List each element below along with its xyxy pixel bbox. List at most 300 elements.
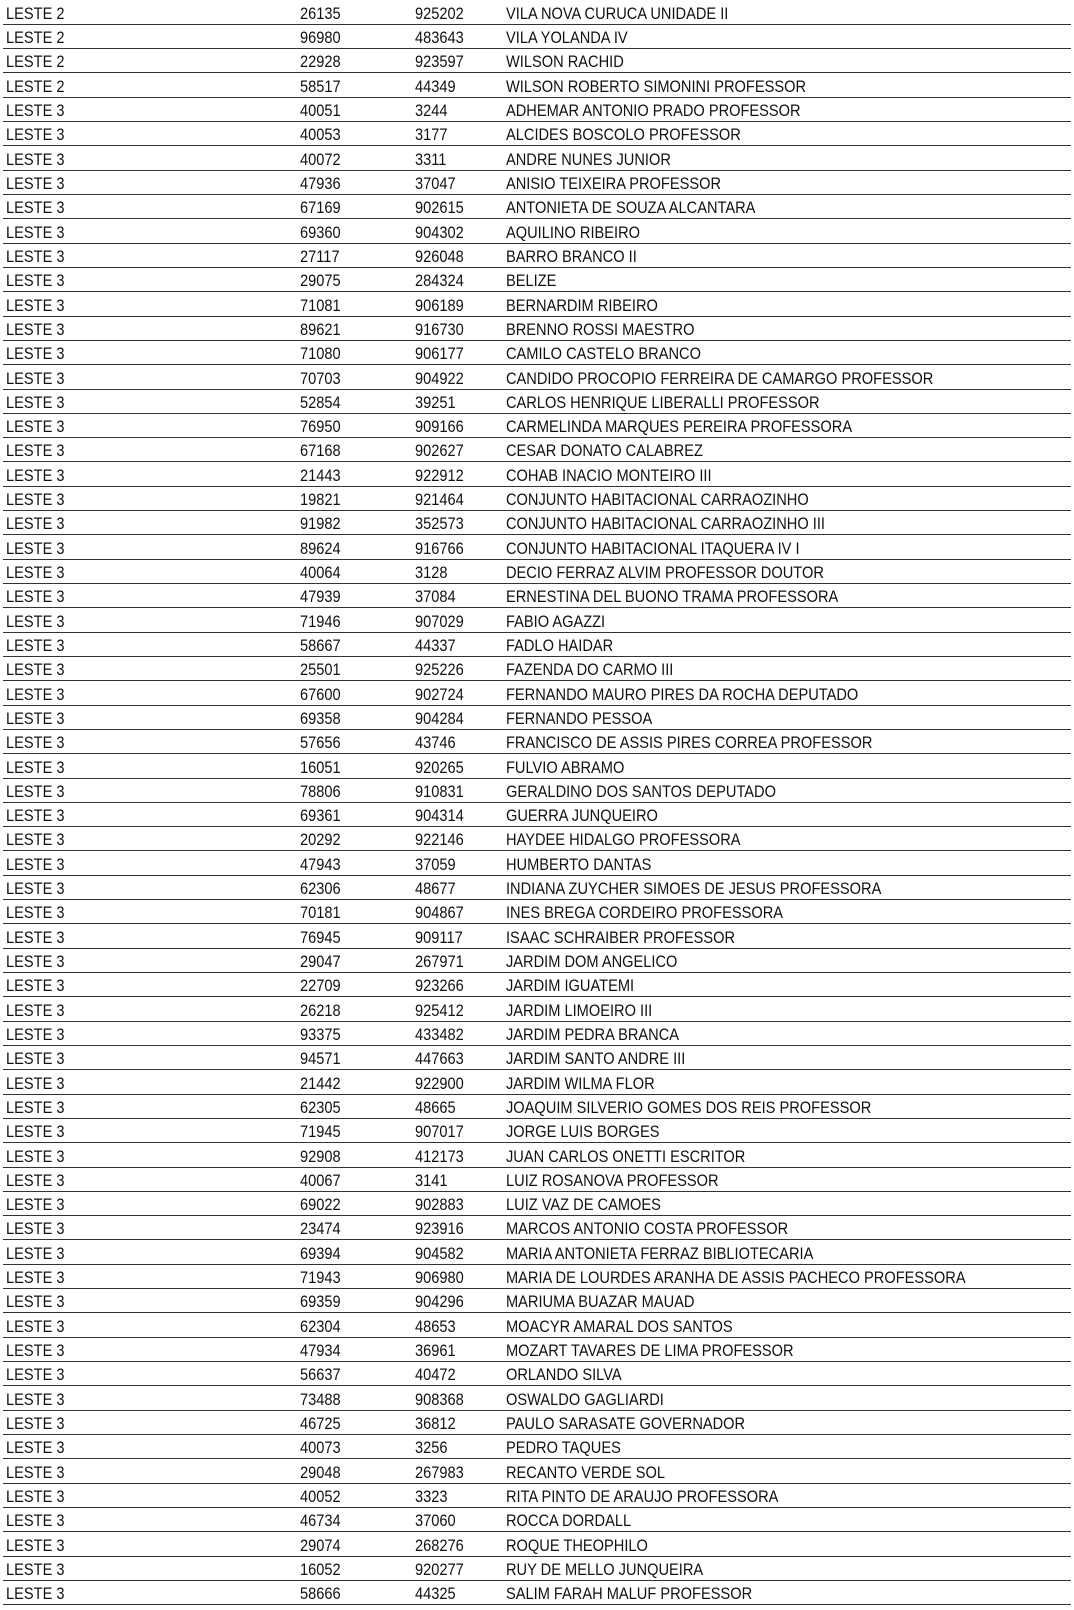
school-name-text: CANDIDO PROCOPIO FERREIRA DE CAMARGO PROFESSOR (506, 368, 934, 388)
code-text: 58517 (300, 76, 341, 96)
cie-text: 907029 (415, 611, 464, 631)
code-text: 89624 (300, 538, 341, 558)
table-row (3, 1070, 1071, 1094)
cie-text: 268276 (415, 1535, 464, 1555)
code-cell (296, 1337, 411, 1361)
region-text: LESTE 3 (6, 1024, 65, 1044)
code-cell (296, 340, 411, 364)
code-text: 71945 (300, 1122, 341, 1142)
cie-text: 3244 (415, 101, 448, 121)
code-cell (296, 73, 411, 97)
region-text: LESTE 3 (6, 1584, 65, 1604)
region-cell (3, 462, 296, 486)
region-text: LESTE 2 (6, 76, 65, 96)
table-row (3, 122, 1071, 146)
school-name-cell (503, 413, 1071, 437)
table-row (3, 1507, 1071, 1531)
region-text: LESTE 3 (6, 538, 65, 558)
cie-text: 37060 (415, 1511, 456, 1531)
code-text: 40067 (300, 1170, 341, 1190)
table-row (3, 656, 1071, 680)
school-name-cell (503, 1240, 1071, 1264)
code-text: 73488 (300, 1389, 341, 1409)
code-cell (296, 219, 411, 243)
code-text: 67168 (300, 441, 341, 461)
code-text: 40072 (300, 149, 341, 169)
table-row (3, 1434, 1071, 1458)
region-cell (3, 608, 296, 632)
school-name-text: RITA PINTO DE ARAUJO PROFESSORA (506, 1486, 779, 1506)
region-text: LESTE 3 (6, 563, 65, 582)
region-text: LESTE 3 (6, 708, 65, 728)
code-text: 58666 (300, 1584, 341, 1604)
region-text: LESTE 3 (6, 1341, 65, 1360)
region-text: LESTE 3 (6, 1219, 65, 1239)
code-text: 40064 (300, 563, 341, 582)
school-name-text: JARDIM DOM ANGELICO (506, 952, 678, 971)
cie-text: 904922 (415, 368, 464, 388)
code-text: 19821 (300, 490, 341, 510)
region-text: LESTE 3 (6, 149, 65, 169)
code-text: 40051 (300, 101, 341, 121)
cie-cell (411, 413, 503, 437)
cie-text: 916766 (415, 538, 464, 558)
code-cell (296, 1532, 411, 1556)
school-name-cell (503, 1118, 1071, 1142)
code-text: 40052 (300, 1486, 341, 1506)
code-text: 62305 (300, 1097, 341, 1117)
school-name-cell (503, 122, 1071, 146)
school-name-cell (503, 511, 1071, 535)
cie-cell (411, 97, 503, 121)
table-row (3, 292, 1071, 316)
code-text: 22928 (300, 52, 341, 72)
code-cell (296, 1459, 411, 1483)
table-row (3, 1118, 1071, 1142)
table-row (3, 438, 1071, 462)
code-cell (296, 122, 411, 146)
region-text: LESTE 2 (6, 52, 65, 72)
code-cell (296, 997, 411, 1021)
cie-cell (411, 292, 503, 316)
code-text: 67169 (300, 198, 341, 218)
school-name-text: FABIO AGAZZI (506, 611, 606, 631)
region-cell (3, 1094, 296, 1118)
table-row (3, 195, 1071, 219)
region-text: LESTE 3 (6, 757, 65, 777)
code-cell (296, 1143, 411, 1167)
code-text: 46725 (300, 1413, 341, 1433)
school-name-cell (503, 632, 1071, 656)
school-name-cell (503, 729, 1071, 753)
region-text: LESTE 3 (6, 1195, 65, 1215)
code-cell (296, 413, 411, 437)
code-cell (296, 1313, 411, 1337)
code-text: 27117 (300, 246, 340, 266)
school-name-cell (503, 1143, 1071, 1167)
region-cell (3, 656, 296, 680)
region-cell (3, 1118, 296, 1142)
school-name-cell (503, 535, 1071, 559)
region-text: LESTE 2 (6, 3, 65, 23)
cie-cell (411, 1507, 503, 1531)
school-name-cell (503, 73, 1071, 97)
table-row (3, 559, 1071, 583)
school-name-text: RECANTO VERDE SOL (506, 1462, 665, 1482)
school-name-text: ANDRE NUNES JUNIOR (506, 149, 671, 169)
school-name-cell (503, 389, 1071, 413)
school-name-cell (503, 0, 1071, 24)
region-text: LESTE 3 (6, 587, 65, 607)
table-row (3, 0, 1071, 24)
table-row (3, 73, 1071, 97)
code-cell (296, 1045, 411, 1069)
region-cell (3, 535, 296, 559)
school-name-cell (503, 802, 1071, 826)
school-name-cell (503, 146, 1071, 170)
table-row (3, 1386, 1071, 1410)
table-row (3, 1191, 1071, 1215)
table-row (3, 1240, 1071, 1264)
school-name-text: RUY DE MELLO JUNQUEIRA (506, 1559, 704, 1579)
region-text: LESTE 3 (6, 490, 65, 510)
cie-cell (411, 681, 503, 705)
cie-cell (411, 924, 503, 948)
school-name-cell (503, 1021, 1071, 1045)
code-cell (296, 1483, 411, 1507)
table-row (3, 875, 1071, 899)
school-name-text: JARDIM PEDRA BRANCA (506, 1024, 680, 1044)
region-cell (3, 1386, 296, 1410)
cie-text: 902724 (415, 684, 464, 704)
code-text: 69360 (300, 222, 341, 242)
cie-text: 267983 (415, 1462, 464, 1482)
school-name-text: ALCIDES BOSCOLO PROFESSOR (506, 125, 741, 145)
school-name-text: BELIZE (506, 271, 557, 291)
cie-cell (411, 1313, 503, 1337)
cie-text: 921464 (415, 490, 464, 510)
school-name-cell (503, 170, 1071, 194)
cie-cell (411, 754, 503, 778)
cie-text: 922146 (415, 830, 464, 850)
table-row (3, 1313, 1071, 1337)
region-cell (3, 1264, 296, 1288)
code-text: 71943 (300, 1268, 341, 1288)
table-row (3, 219, 1071, 243)
cie-cell (411, 1532, 503, 1556)
school-name-text: HAYDEE HIDALGO PROFESSORA (506, 830, 741, 850)
table-row (3, 729, 1071, 753)
code-text: 21442 (300, 1073, 341, 1093)
region-cell (3, 49, 296, 73)
code-text: 29075 (300, 271, 341, 291)
school-name-cell (503, 1507, 1071, 1531)
cie-text: 36961 (415, 1341, 456, 1360)
region-text: LESTE 3 (6, 1486, 65, 1506)
school-table (3, 0, 1071, 1605)
cie-cell (411, 389, 503, 413)
region-text: LESTE 3 (6, 635, 65, 655)
region-cell (3, 413, 296, 437)
cie-cell (411, 559, 503, 583)
region-text: LESTE 3 (6, 198, 65, 218)
cie-cell (411, 267, 503, 291)
table-row (3, 1094, 1071, 1118)
cie-text: 906980 (415, 1268, 464, 1288)
cie-text: 904867 (415, 903, 464, 923)
cie-text: 906177 (415, 344, 464, 364)
region-cell (3, 559, 296, 583)
school-name-text: JORGE LUIS BORGES (506, 1122, 660, 1142)
region-cell (3, 1216, 296, 1240)
code-text: 52854 (300, 392, 341, 412)
table-row (3, 1045, 1071, 1069)
school-name-text: CONJUNTO HABITACIONAL CARRAOZINHO (506, 490, 809, 510)
table-row (3, 608, 1071, 632)
school-name-cell (503, 1045, 1071, 1069)
cie-cell (411, 49, 503, 73)
cie-text: 904284 (415, 708, 464, 728)
region-cell (3, 754, 296, 778)
school-name-cell (503, 49, 1071, 73)
school-name-text: LUIZ VAZ DE CAMOES (506, 1195, 661, 1215)
school-name-text: MARCOS ANTONIO COSTA PROFESSOR (506, 1219, 789, 1239)
cie-text: 923597 (415, 52, 464, 72)
code-cell (296, 973, 411, 997)
region-cell (3, 146, 296, 170)
table-row (3, 1337, 1071, 1361)
school-name-text: CARLOS HENRIQUE LIBERALLI PROFESSOR (506, 392, 820, 412)
school-name-text: BRENNO ROSSI MAESTRO (506, 319, 695, 339)
region-cell (3, 1362, 296, 1386)
cie-cell (411, 851, 503, 875)
region-cell (3, 900, 296, 924)
code-cell (296, 97, 411, 121)
region-text: LESTE 3 (6, 417, 65, 437)
school-name-text: JARDIM SANTO ANDRE III (506, 1049, 686, 1069)
school-name-cell (503, 438, 1071, 462)
cie-text: 3323 (415, 1486, 448, 1506)
school-name-cell (503, 292, 1071, 316)
school-name-text: INES BREGA CORDEIRO PROFESSORA (506, 903, 784, 923)
table-row (3, 1459, 1071, 1483)
code-cell (296, 1556, 411, 1580)
code-text: 69359 (300, 1292, 341, 1312)
code-cell (296, 1410, 411, 1434)
school-name-cell (503, 1580, 1071, 1604)
cie-cell (411, 1094, 503, 1118)
school-name-cell (503, 948, 1071, 972)
region-text: LESTE 3 (6, 976, 65, 996)
code-text: 23474 (300, 1219, 341, 1239)
region-cell (3, 292, 296, 316)
cie-text: 48677 (415, 879, 456, 899)
cie-text: 902615 (415, 198, 464, 218)
region-cell (3, 438, 296, 462)
cie-text: 925226 (415, 660, 464, 680)
cie-text: 447663 (415, 1049, 464, 1069)
cie-text: 48665 (415, 1097, 456, 1117)
school-name-cell (503, 1070, 1071, 1094)
table-row (3, 1556, 1071, 1580)
cie-cell (411, 535, 503, 559)
code-cell (296, 146, 411, 170)
cie-text: 3256 (415, 1438, 448, 1458)
region-cell (3, 1313, 296, 1337)
region-cell (3, 851, 296, 875)
table-row (3, 1289, 1071, 1313)
code-text: 20292 (300, 830, 341, 850)
table-row (3, 1167, 1071, 1191)
cie-cell (411, 243, 503, 267)
region-cell (3, 1410, 296, 1434)
code-cell (296, 827, 411, 851)
school-name-text: GUERRA JUNQUEIRO (506, 806, 658, 826)
region-cell (3, 0, 296, 24)
region-cell (3, 973, 296, 997)
table-row (3, 1362, 1071, 1386)
code-text: 93375 (300, 1024, 341, 1044)
region-cell (3, 97, 296, 121)
code-cell (296, 875, 411, 899)
code-cell (296, 462, 411, 486)
code-cell (296, 243, 411, 267)
code-text: 76950 (300, 417, 341, 437)
cie-cell (411, 900, 503, 924)
school-name-text: LUIZ ROSANOVA PROFESSOR (506, 1170, 719, 1190)
code-text: 62304 (300, 1316, 341, 1336)
cie-text: 3311 (415, 149, 447, 169)
code-cell (296, 24, 411, 48)
region-cell (3, 1556, 296, 1580)
school-name-cell (503, 486, 1071, 510)
region-text: LESTE 3 (6, 1170, 65, 1190)
school-name-cell (503, 340, 1071, 364)
region-text: LESTE 3 (6, 684, 65, 704)
code-cell (296, 1289, 411, 1313)
region-text: LESTE 3 (6, 514, 65, 534)
school-name-cell (503, 97, 1071, 121)
region-cell (3, 1532, 296, 1556)
cie-text: 433482 (415, 1024, 464, 1044)
cie-cell (411, 146, 503, 170)
code-text: 16051 (300, 757, 341, 777)
school-name-text: ADHEMAR ANTONIO PRADO PROFESSOR (506, 101, 801, 121)
cie-text: 37047 (415, 174, 456, 193)
code-cell (296, 900, 411, 924)
school-name-text: MARIUMA BUAZAR MAUAD (506, 1292, 695, 1312)
code-cell (296, 851, 411, 875)
school-name-cell (503, 584, 1071, 608)
code-cell (296, 1216, 411, 1240)
cie-cell (411, 170, 503, 194)
code-cell (296, 924, 411, 948)
cie-text: 920265 (415, 757, 464, 777)
school-name-text: AQUILINO RIBEIRO (506, 222, 641, 242)
school-name-text: BERNARDIM RIBEIRO (506, 295, 658, 315)
region-text: LESTE 3 (6, 246, 65, 266)
region-cell (3, 948, 296, 972)
code-text: 47943 (300, 854, 341, 874)
code-text: 25501 (300, 660, 341, 680)
table-row (3, 997, 1071, 1021)
cie-cell (411, 73, 503, 97)
cie-cell (411, 632, 503, 656)
cie-text: 922912 (415, 465, 464, 485)
table-row (3, 973, 1071, 997)
region-text: LESTE 3 (6, 441, 65, 461)
table-row (3, 778, 1071, 802)
code-text: 69358 (300, 708, 341, 728)
region-cell (3, 340, 296, 364)
region-text: LESTE 3 (6, 174, 65, 193)
school-name-text: MARIA DE LOURDES ARANHA DE ASSIS PACHECO PROFESSORA (506, 1268, 966, 1288)
region-cell (3, 365, 296, 389)
table-row (3, 632, 1071, 656)
region-text: LESTE 3 (6, 1559, 65, 1579)
region-text: LESTE 3 (6, 295, 65, 315)
code-cell (296, 1094, 411, 1118)
cie-cell (411, 1386, 503, 1410)
cie-text: 43746 (415, 733, 456, 753)
cie-cell (411, 656, 503, 680)
region-cell (3, 1483, 296, 1507)
school-name-text: WILSON RACHID (506, 52, 624, 72)
table-row (3, 146, 1071, 170)
school-name-cell (503, 1532, 1071, 1556)
cie-text: 44325 (415, 1584, 456, 1604)
school-name-text: JUAN CARLOS ONETTI ESCRITOR (506, 1146, 746, 1166)
region-text: LESTE 3 (6, 1097, 65, 1117)
cie-cell (411, 1434, 503, 1458)
code-cell (296, 1021, 411, 1045)
cie-cell (411, 340, 503, 364)
school-name-cell (503, 1483, 1071, 1507)
school-name-text: MARIA ANTONIETA FERRAZ BIBLIOTECARIA (506, 1243, 814, 1263)
code-cell (296, 1070, 411, 1094)
school-name-text: FERNANDO PESSOA (506, 708, 653, 728)
school-name-cell (503, 316, 1071, 340)
school-name-cell (503, 900, 1071, 924)
cie-cell (411, 729, 503, 753)
cie-text: 902883 (415, 1195, 464, 1215)
cie-text: 909166 (415, 417, 464, 437)
region-cell (3, 122, 296, 146)
code-cell (296, 535, 411, 559)
school-name-cell (503, 875, 1071, 899)
school-name-cell (503, 681, 1071, 705)
table-row (3, 316, 1071, 340)
cie-text: 44337 (415, 635, 456, 655)
region-text: LESTE 3 (6, 101, 65, 121)
region-cell (3, 875, 296, 899)
code-cell (296, 584, 411, 608)
school-name-text: SALIM FARAH MALUF PROFESSOR (506, 1584, 753, 1604)
table-row (3, 1483, 1071, 1507)
code-text: 94571 (300, 1049, 341, 1069)
cie-cell (411, 1143, 503, 1167)
cie-text: 37084 (415, 587, 456, 607)
code-text: 29074 (300, 1535, 341, 1555)
region-cell (3, 511, 296, 535)
code-text: 22709 (300, 976, 341, 996)
cie-cell (411, 827, 503, 851)
cie-cell (411, 462, 503, 486)
cie-cell (411, 438, 503, 462)
code-text: 47936 (300, 174, 341, 193)
cie-text: 920277 (415, 1559, 464, 1579)
region-cell (3, 1507, 296, 1531)
